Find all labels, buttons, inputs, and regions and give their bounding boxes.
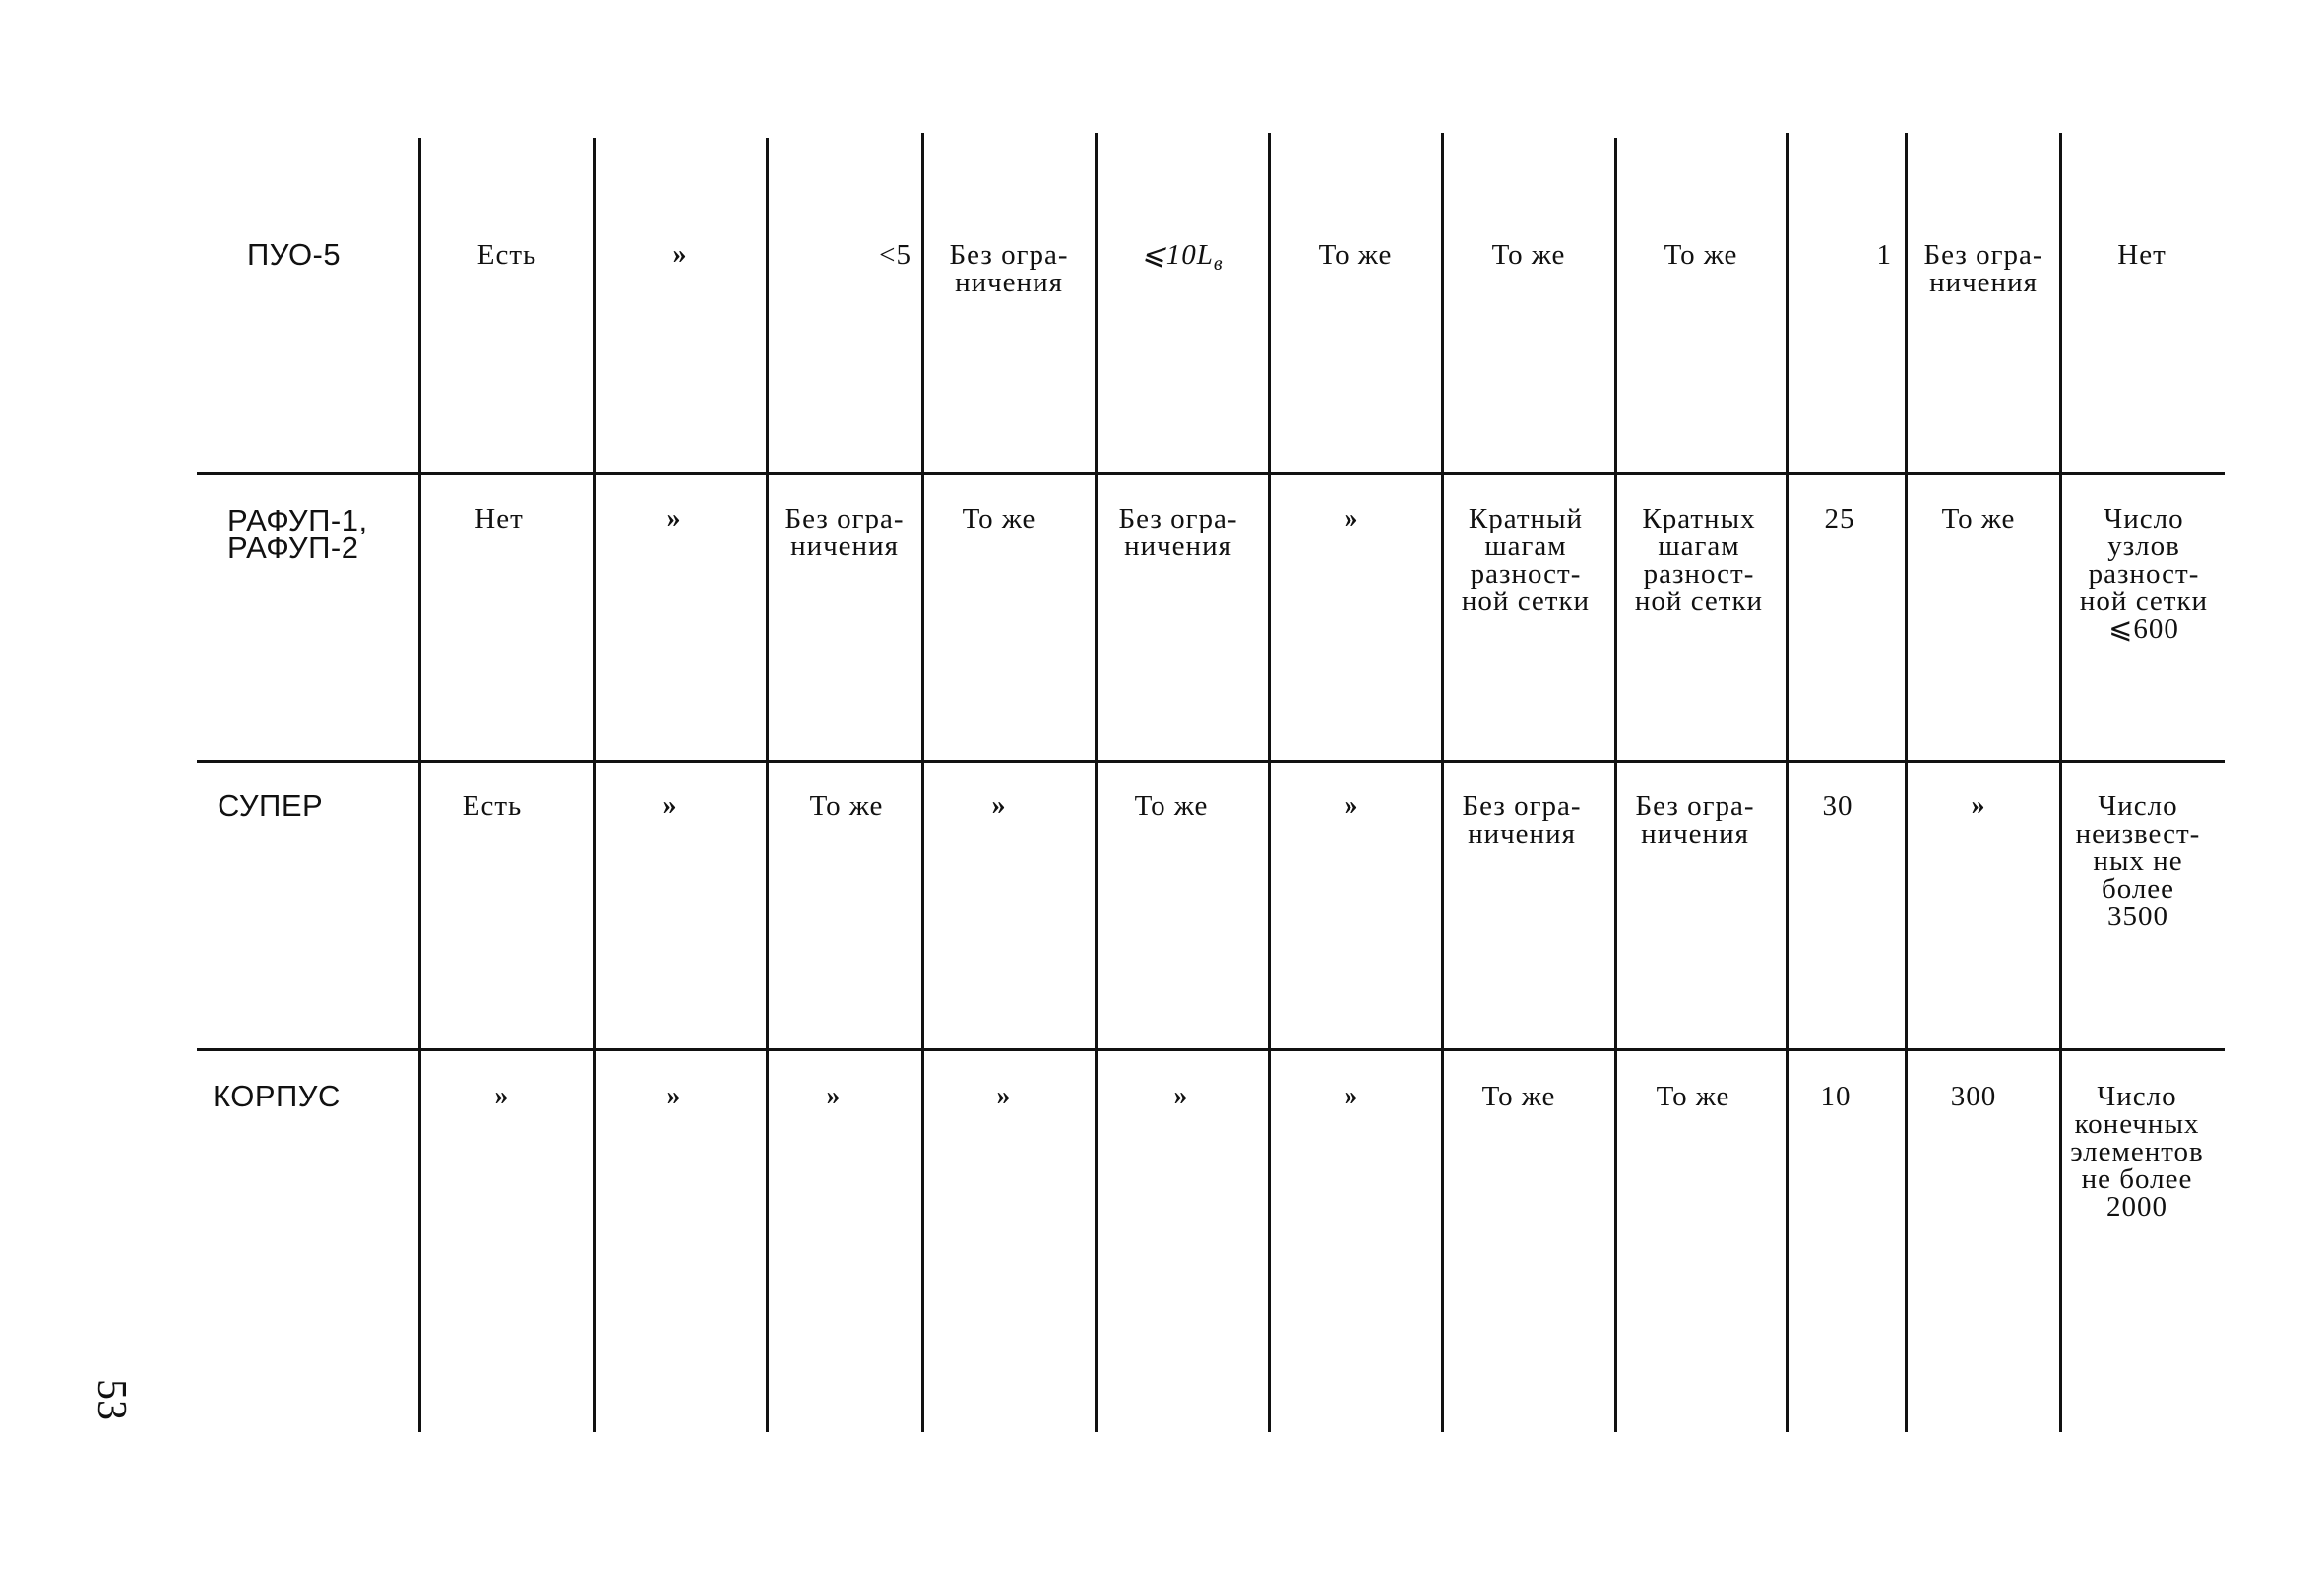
table-cell: » [494,1081,510,1111]
table-cell: Без огра- ничения [1923,239,2043,298]
table-cell: Есть [462,790,523,822]
table-cell: То же [1491,239,1566,271]
table-cell: То же [1318,239,1393,271]
column-divider [921,133,924,1432]
table-cell: » [991,790,1007,821]
table-cell [1099,241,1266,278]
table-cell-subscript: в [1213,253,1224,275]
table-cell: » [672,239,688,270]
table-row-name: КОРПУС [213,1079,341,1113]
column-divider [2059,133,2062,1432]
table-cell: То же [962,503,1036,534]
table-cell: Нет [474,503,524,534]
column-divider [1095,133,1098,1432]
table-cell: Число неизвест- ных не более 3500 [2075,790,2201,932]
table-cell: То же [1134,790,1209,822]
table-cell: Кратных шагам разност- ной сетки [1634,503,1764,617]
column-divider [593,138,596,1432]
table-cell: Без огра- ничения [1118,503,1238,562]
table-cell: Без огра- ничения [1635,790,1755,849]
table-cell: » [996,1081,1012,1111]
row-divider [197,1048,2225,1051]
table-cell: 10 [1820,1081,1852,1112]
column-divider [1905,133,1908,1432]
column-divider [1786,133,1789,1432]
table-cell: » [1173,1081,1189,1111]
table-cell-main: ⩽10L [1141,239,1214,271]
table-row-name: ПУО-5 [247,237,342,272]
table-cell: Без огра- ничения [1462,790,1582,849]
table-cell: То же [1664,239,1738,271]
column-divider [418,138,421,1432]
table-cell: 1 [1876,239,1892,271]
table-cell: 25 [1824,503,1855,534]
table-cell: » [1971,790,1986,821]
table-cell: » [1344,503,1359,533]
column-divider [766,138,769,1432]
table-cell: <5 [879,239,911,271]
table-cell: Число конечных элементов не более 2000 [2070,1081,2204,1223]
table-cell: То же [1481,1081,1556,1112]
page-number: 53 [89,1379,134,1420]
table-cell: Нет [2117,239,2167,271]
row-divider [197,760,2225,763]
table-cell: » [666,503,682,533]
table-cell: » [1344,1081,1359,1111]
data-table [197,133,2225,1432]
table-cell: То же [1656,1081,1730,1112]
table-cell: Кратный шагам разност- ной сетки [1461,503,1591,617]
table-cell: » [662,790,678,821]
column-divider [1268,133,1271,1432]
table-cell: » [826,1081,842,1111]
table-cell: 300 [1950,1081,1997,1112]
table-cell: 30 [1822,790,1853,822]
table-cell: То же [809,790,884,822]
column-divider [1441,133,1444,1432]
column-divider [1614,138,1617,1432]
table-cell: Без огра- ничения [949,239,1069,298]
table-cell: » [1344,790,1359,821]
table-row-name: РАФУП-1, РАФУП-2 [227,503,368,565]
table-cell: То же [1941,503,2016,534]
table-row-name: СУПЕР [218,788,324,823]
table-cell: Число узлов разност- ной сетки ⩽600 [2079,503,2209,645]
row-divider [197,472,2225,475]
table-cell: Без огра- ничения [785,503,905,562]
table-cell: Есть [476,239,537,271]
table-cell: » [666,1081,682,1111]
